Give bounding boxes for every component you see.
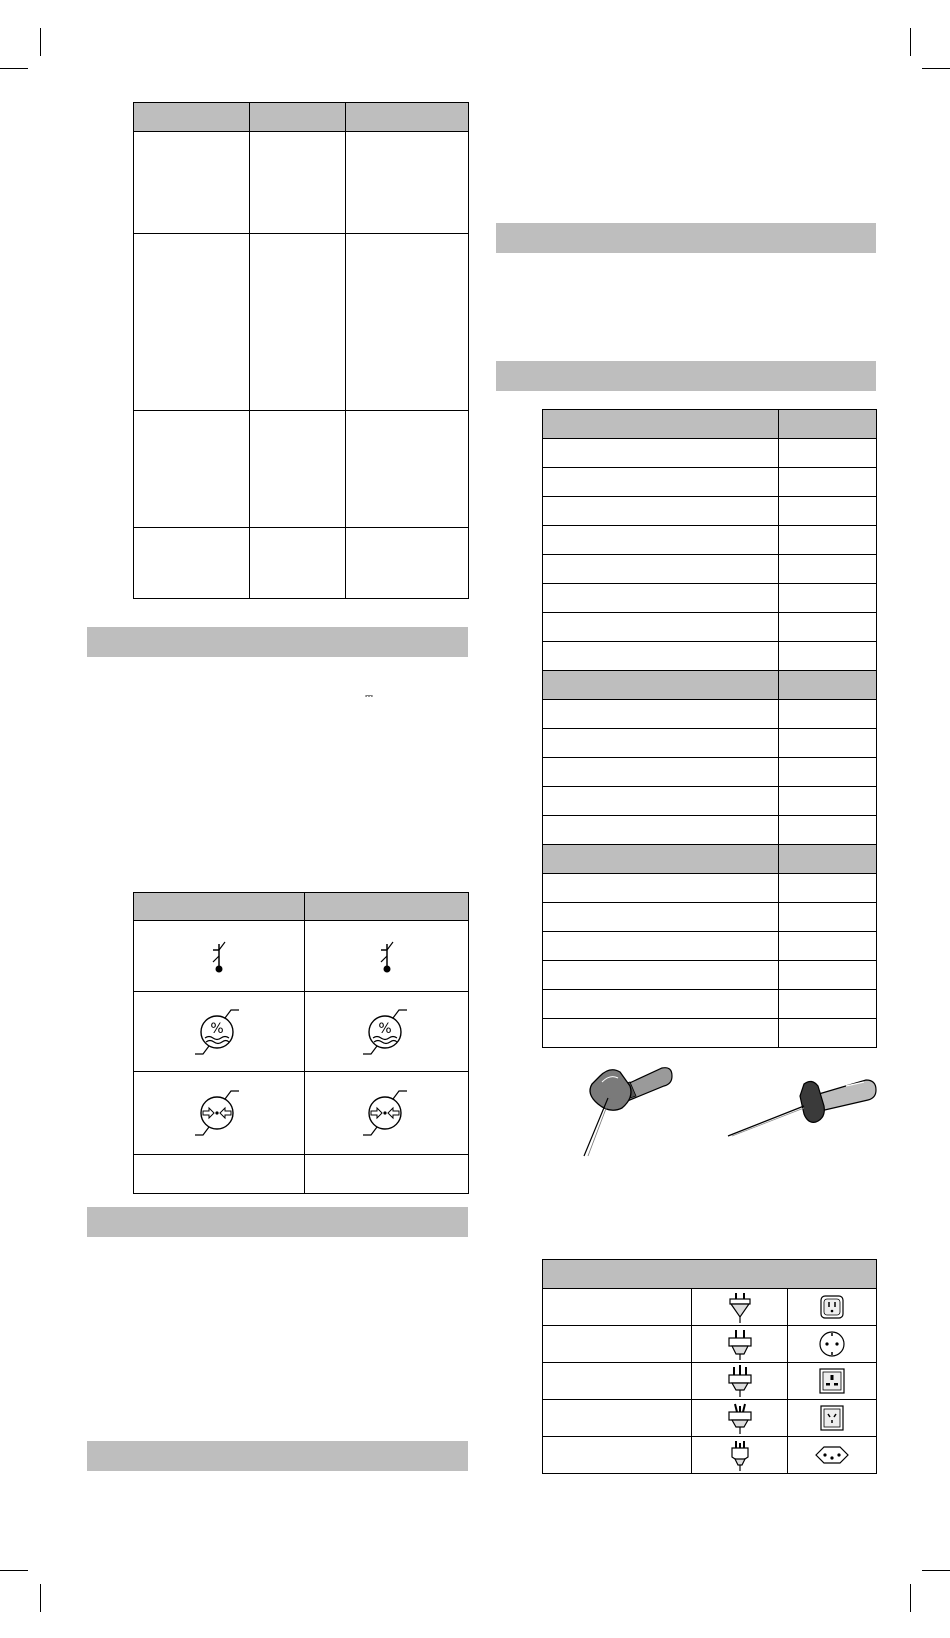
table-cell bbox=[779, 816, 877, 845]
table-cell bbox=[543, 555, 779, 584]
table-cell bbox=[543, 874, 779, 903]
humidity-percent-icon bbox=[189, 1006, 249, 1058]
table-cell bbox=[788, 1363, 877, 1400]
table-cell bbox=[692, 1289, 788, 1326]
table-cell bbox=[779, 1019, 877, 1048]
header-cell bbox=[779, 845, 877, 874]
table-cell bbox=[543, 1363, 692, 1400]
table-cell bbox=[692, 1363, 788, 1400]
table-cell bbox=[779, 729, 877, 758]
table-cell bbox=[779, 642, 877, 671]
uk-plug-icon bbox=[726, 1365, 754, 1397]
table-cell bbox=[692, 1326, 788, 1363]
section-header-bar bbox=[496, 361, 876, 391]
svg-text:%: % bbox=[210, 1020, 224, 1037]
us-socket-icon bbox=[819, 1294, 845, 1320]
table-cell bbox=[250, 528, 346, 599]
table-cell bbox=[779, 787, 877, 816]
table-cell bbox=[779, 990, 877, 1019]
table-cell bbox=[779, 439, 877, 468]
header-cell bbox=[346, 103, 469, 132]
crop-mark-bl-h bbox=[0, 1570, 28, 1571]
crop-mark-br-v bbox=[910, 1584, 911, 1612]
long-needle-probe-image bbox=[726, 1072, 878, 1138]
euro-socket-icon bbox=[818, 1330, 846, 1358]
table-cell bbox=[346, 132, 469, 234]
crop-mark-tr-h bbox=[922, 68, 950, 69]
au-socket-icon bbox=[818, 1404, 846, 1432]
table-cell bbox=[543, 990, 779, 1019]
table-cell bbox=[543, 903, 779, 932]
table-cell bbox=[692, 1437, 788, 1474]
table-cell bbox=[134, 921, 305, 992]
table-cell bbox=[543, 1400, 692, 1437]
table-cell bbox=[543, 439, 779, 468]
table-cell bbox=[305, 921, 469, 992]
table-cell bbox=[543, 468, 779, 497]
humidity-percent-icon bbox=[357, 1006, 417, 1058]
table-cell bbox=[543, 1437, 692, 1474]
crop-mark-bl-v bbox=[40, 1584, 41, 1612]
table-cell bbox=[779, 903, 877, 932]
table-cell bbox=[543, 816, 779, 845]
table-cell bbox=[779, 497, 877, 526]
table-cell bbox=[250, 234, 346, 411]
table-cell bbox=[134, 992, 305, 1072]
table-cell bbox=[788, 1289, 877, 1326]
pressure-arrows-icon bbox=[357, 1087, 417, 1139]
table-cell bbox=[788, 1437, 877, 1474]
table-cell bbox=[543, 758, 779, 787]
table-cell bbox=[543, 1019, 779, 1048]
table-cell bbox=[543, 1326, 692, 1363]
swiss-socket-icon bbox=[814, 1444, 850, 1466]
us-plug-icon bbox=[726, 1291, 754, 1323]
table-cell bbox=[543, 729, 779, 758]
thermometer-icon bbox=[367, 936, 407, 976]
table-cell bbox=[346, 528, 469, 599]
header-cell bbox=[779, 671, 877, 700]
table-cell bbox=[543, 1289, 692, 1326]
table-cell bbox=[305, 1155, 469, 1194]
table-cell bbox=[305, 992, 469, 1072]
table-cell bbox=[543, 642, 779, 671]
header-cell bbox=[305, 893, 469, 921]
crop-mark-tr-v bbox=[910, 28, 911, 56]
header-cell bbox=[134, 103, 250, 132]
table-cell bbox=[692, 1400, 788, 1437]
table-cell bbox=[543, 613, 779, 642]
table-cell bbox=[543, 787, 779, 816]
header-cell bbox=[543, 845, 779, 874]
table-cell bbox=[788, 1400, 877, 1437]
thermometer-icon bbox=[199, 936, 239, 976]
immersion-probe-image bbox=[580, 1062, 680, 1158]
table-cell bbox=[134, 132, 250, 234]
swiss-plug-icon bbox=[726, 1439, 754, 1471]
table-cell bbox=[250, 411, 346, 528]
table-cell bbox=[779, 874, 877, 903]
table-cell bbox=[779, 613, 877, 642]
table-cell bbox=[779, 961, 877, 990]
table-cell bbox=[779, 555, 877, 584]
table-cell bbox=[779, 468, 877, 497]
table-cell bbox=[543, 932, 779, 961]
crop-mark-br-h bbox=[922, 1570, 950, 1571]
au-plug-icon bbox=[726, 1402, 754, 1434]
table-cell bbox=[543, 584, 779, 613]
euro-plug-icon bbox=[726, 1328, 754, 1360]
header-cell bbox=[543, 671, 779, 700]
table-cell bbox=[779, 584, 877, 613]
header-cell bbox=[134, 893, 305, 921]
section-header-bar bbox=[496, 223, 876, 253]
table-cell bbox=[543, 961, 779, 990]
section-header-bar bbox=[87, 627, 468, 657]
table-cell bbox=[779, 932, 877, 961]
table-cell bbox=[543, 526, 779, 555]
table-cell bbox=[779, 526, 877, 555]
table-cell bbox=[788, 1326, 877, 1363]
table-cell bbox=[779, 700, 877, 729]
table-cell bbox=[134, 1155, 305, 1194]
table-cell bbox=[779, 758, 877, 787]
header-cell bbox=[543, 1260, 877, 1289]
table-cell bbox=[134, 1072, 305, 1155]
table-cell bbox=[346, 411, 469, 528]
table-cell bbox=[305, 1072, 469, 1155]
pressure-arrows-icon bbox=[189, 1087, 249, 1139]
table-cell bbox=[250, 132, 346, 234]
table-cell bbox=[543, 700, 779, 729]
table-cell bbox=[134, 528, 250, 599]
plug-socket-table bbox=[542, 1259, 877, 1474]
header-cell bbox=[250, 103, 346, 132]
uk-socket-icon bbox=[818, 1367, 846, 1395]
section-header-bar bbox=[87, 1441, 468, 1471]
table-cell bbox=[543, 497, 779, 526]
table-cell bbox=[134, 234, 250, 411]
crop-mark-tl-v bbox=[40, 28, 41, 56]
header-cell bbox=[543, 410, 779, 439]
header-cell bbox=[779, 410, 877, 439]
table-cell bbox=[134, 411, 250, 528]
dc-symbol: ⎓ bbox=[365, 691, 373, 702]
spec-table-top-left bbox=[133, 102, 469, 599]
spec-table-right bbox=[542, 409, 877, 1048]
crop-mark-tl-h bbox=[0, 68, 28, 69]
table-cell bbox=[346, 234, 469, 411]
section-header-bar bbox=[87, 1207, 468, 1237]
environment-symbols-table bbox=[133, 892, 469, 1194]
svg-text:%: % bbox=[377, 1020, 392, 1037]
